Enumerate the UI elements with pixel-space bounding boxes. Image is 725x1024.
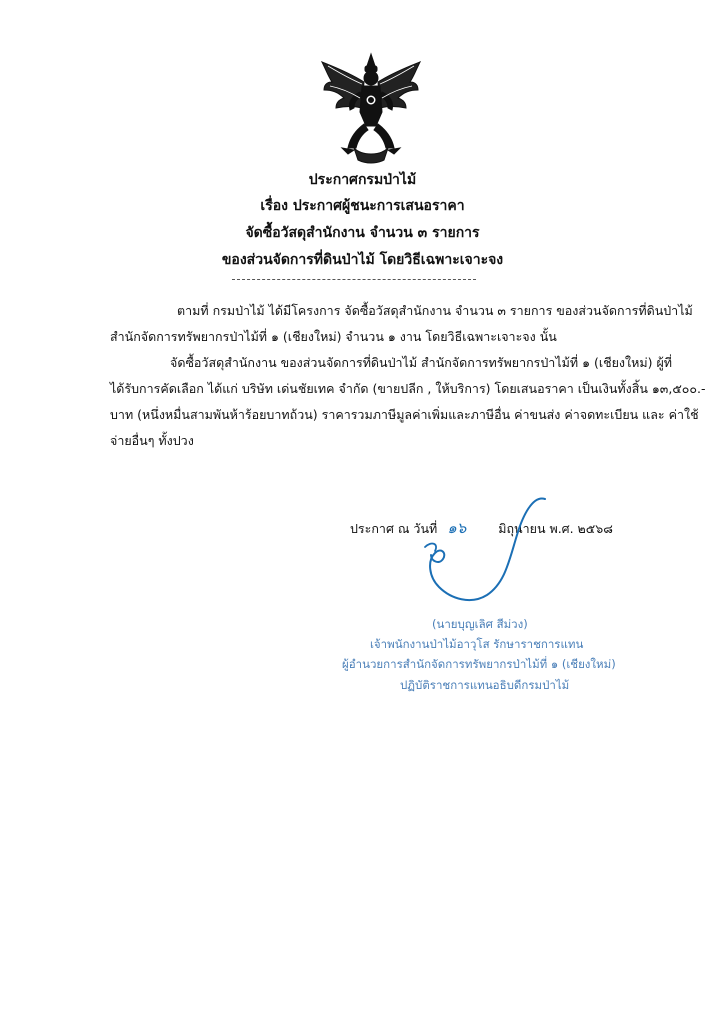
paragraph2-line2: ได้รับการคัดเลือก ได้แก่ บริษัท เด่นชัยเทค จำกัด (ขายปลีก , ให้บริการ) โดยเสนอราคา เป็นเงินทั้งสิ้น ๑๓,๕๐๐.- xyxy=(110,381,706,396)
doc-title-agency: ประกาศกรมป่าไม้ xyxy=(308,172,417,188)
doc-title-method: ของส่วนจัดการที่ดินป่าไม้ โดยวิธีเฉพาะเจาะจง xyxy=(221,252,504,268)
paragraph2-line1: จัดซื้อวัสดุสำนักงาน ของส่วนจัดการที่ดินป่าไม้ สำนักจัดการทรัพยากรป่าไม้ที่ ๑ (เชียงใหม่) ผู้ที่ xyxy=(170,355,673,370)
paragraph2-line4: จ่ายอื่นๆ ทั้งปวง xyxy=(110,433,194,448)
signer-position-2: ผู้อำนวยการสำนักจัดการทรัพยากรป่าไม้ที่ ๑ (เชียงใหม่) xyxy=(342,657,616,671)
signature xyxy=(405,495,565,605)
separator-line xyxy=(232,279,476,280)
announce-prefix: ประกาศ ณ วันที่ xyxy=(350,521,438,536)
doc-title-subject: เรื่อง ประกาศผู้ชนะการเสนอราคา xyxy=(260,198,465,214)
paragraph1-line1: ตามที่ กรมป่าไม้ ได้มีโครงการ จัดซื้อวัสดุสำนักงาน จำนวน ๓ รายการ ของส่วนจัดการที่ดินป่าไม้ xyxy=(177,303,693,318)
announce-day: ๑๖ xyxy=(447,519,467,537)
paragraph2-line3: บาท (หนึ่งหมื่นสามพันห้าร้อยบาทถ้วน) ราคารวมภาษีมูลค่าเพิ่มและภาษีอื่น ค่าขนส่ง ค่าจดทะเบียน และ ค่าใช้ xyxy=(110,407,699,422)
doc-title-item: จัดซื้อวัสดุสำนักงาน จำนวน ๓ รายการ xyxy=(245,225,480,241)
signer-position-1: เจ้าพนักงานป่าไม้อาวุโส รักษาราชการแทน xyxy=(370,637,584,651)
signer-name: (นายบุญเลิศ สีม่วง) xyxy=(432,617,528,631)
paragraph1-line2: สำนักจัดการทรัพยากรป่าไม้ที่ ๑ (เชียงใหม่) จำนวน ๑ งาน โดยวิธีเฉพาะเจาะจง นั้น xyxy=(110,329,557,344)
signer-position-3: ปฏิบัติราชการแทนอธิบดีกรมป่าไม้ xyxy=(400,678,570,692)
announce-month-year: มิถุนายน พ.ศ. ๒๕๖๘ xyxy=(498,521,613,536)
garuda-emblem xyxy=(318,52,424,164)
